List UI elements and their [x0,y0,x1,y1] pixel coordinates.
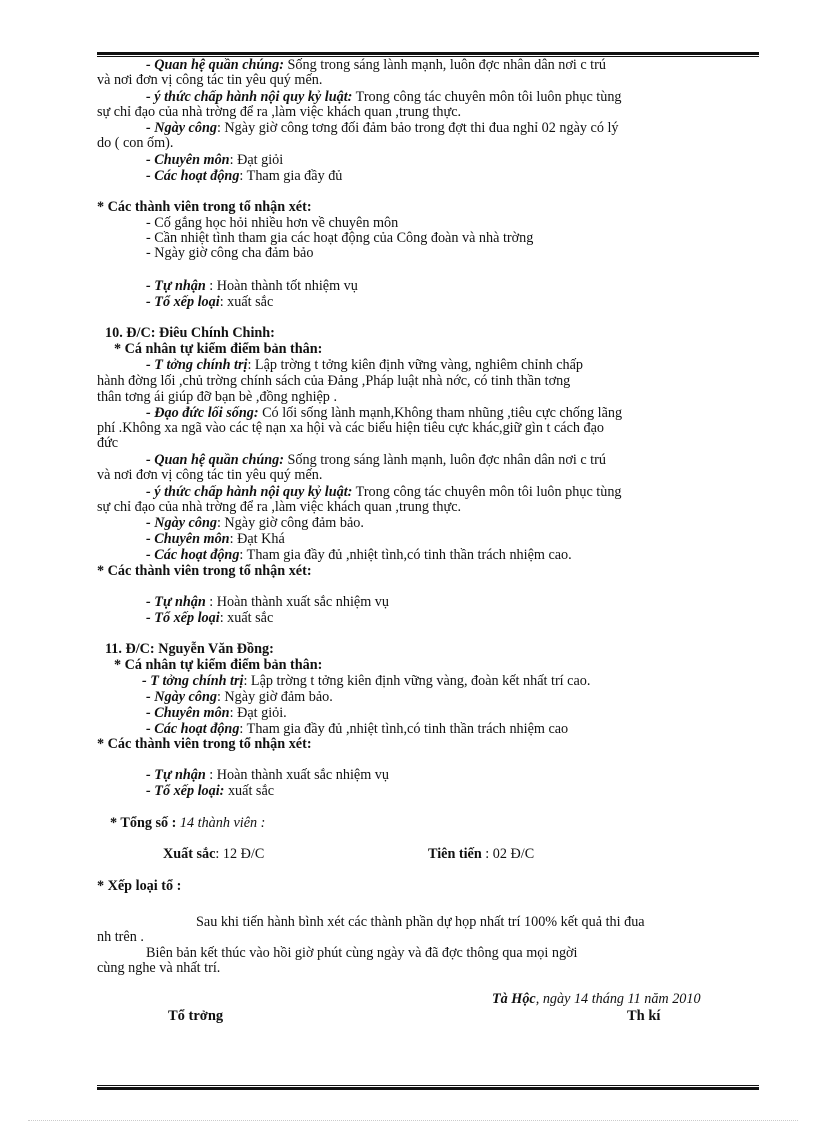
text-line [146,690,333,705]
text-line [146,231,533,246]
field-label: - Các hoạt động [146,547,240,563]
line-text: : 12 Đ/C [215,846,265,862]
text-line [146,784,274,799]
text-line [114,658,322,673]
text-line [146,295,273,310]
field-label: - Tổ xếp loại: [146,783,225,799]
line-text: 14 thành viên : [176,815,266,831]
field-label: - T tởng chính trị [146,357,248,373]
text-line [146,532,285,547]
text-line [97,105,461,120]
line-text: xuất sắc [224,783,275,799]
line-text: , ngày 14 tháng 11 năm 2010 [535,991,701,1007]
line-text: : Đạt giỏi. [229,705,287,721]
text-line [97,879,181,894]
field-label: * Các thành viên trong tổ nhận xét: [97,199,312,215]
text-line [146,216,398,231]
line-text: - Ngày giờ công cha đảm bảo [146,245,314,261]
line-text: đức [97,435,119,451]
line-text: sự chỉ đạo của nhà trờng để ra ,làm việc khách quan ,trung thực. [97,104,462,120]
field-label: - ý thức chấp hành nội quy kỷ luật: [146,89,353,105]
field-label: * Cá nhân tự kiểm điểm bản thân: [114,341,323,357]
text-line [146,946,578,961]
field-label: - Chuyên môn [146,705,230,721]
field-label: - T tởng chính trị [142,673,244,689]
line-text: - Cần nhiệt tình tham gia các hoạt động của Công đoàn và nhà trờng [146,230,534,246]
field-label: * Các thành viên trong tổ nhận xét: [97,563,312,579]
text-line [97,73,322,88]
text-line [97,390,337,405]
text-line [97,737,312,752]
text-line [146,169,342,184]
text-line [97,436,118,451]
field-label: - Ngày công [146,120,217,136]
line-text: sự chỉ đạo của nhà trờng để ra ,làm việc khách quan ,trung thực. [97,499,462,515]
text-line [146,548,572,563]
field-label: - Tự nhận [146,278,206,294]
field-label: - Tổ xếp loại [146,610,220,626]
line-text: do ( con ốm). [97,135,174,151]
text-line [146,246,313,261]
text-line [146,706,287,721]
field-label: - Đạo đức lối sống: [146,405,259,421]
line-text: : Tham gia đầy đủ ,nhiệt tình,có tinh thần trách nhiệm cao. [239,547,572,563]
text-line [146,453,606,468]
text-line [146,58,606,73]
line-text: : Đạt Khá [229,531,285,547]
page-edge-dots [28,1120,798,1121]
line-text: Sống trong sáng lành mạnh, luôn đợc nhân dân nơi c trú [283,57,606,73]
text-line [146,768,389,783]
line-text: : Ngày giờ công tơng đối đảm bảo trong đợt thi đua nghỉ 02 ngày có lý [216,120,619,136]
field-label: Tiên tiến [428,846,482,862]
field-label: - Tự nhận [146,767,206,783]
field-label: - Tự nhận [146,594,206,610]
line-text: thân tơng ái giúp đỡ bạn bè ,đồng nghiệp . [97,389,337,405]
line-text: Biên bản kết thúc vào hồi giờ phút cùng ngày và đã đợc thông qua mọi ngời [146,945,578,961]
field-label: - Chuyên môn [146,531,230,547]
field-label: - Quan hệ quần chúng: [146,57,284,73]
field-label: * Cá nhân tự kiểm điểm bản thân: [114,657,323,673]
line-text: và nơi đơn vị công tác tin yêu quý mến. [97,467,323,483]
line-text: : Tham gia đầy đủ ,nhiệt tình,có tinh thần trách nhiệm cao [239,721,569,737]
field-label: 10. Đ/C: Điêu Chính Chinh: [105,325,275,341]
line-text: : Ngày giờ đảm bảo. [216,689,333,705]
field-label: Tà Hộc [492,991,536,1007]
line-text: nh trên . [97,929,144,945]
text-line [163,847,264,862]
text-line [105,642,274,657]
text-line [492,992,701,1007]
line-text: : Đạt giỏi [229,152,284,168]
line-text: cùng nghe và nhất trí. [97,960,221,976]
line-text: Có lối sống lành mạnh,Không tham nhũng ,tiêu cực chống lãng [258,405,623,421]
field-label: - ý thức chấp hành nội quy kỷ luật: [146,484,353,500]
line-text: : xuất sắc [219,294,274,310]
line-text: Trong công tác chuyên môn tôi luôn phục tùng [352,484,622,500]
line-text: : xuất sắc [219,610,274,626]
text-line [146,722,568,737]
text-line [97,500,461,515]
text-line [146,121,619,136]
text-line [97,374,570,389]
text-line [146,611,273,626]
line-text: và nơi đơn vị công tác tin yêu quý mến. [97,72,323,88]
text-line [97,421,604,436]
signature-secretary: Th kí [627,1008,661,1024]
line-text: : Lập trờng t tởng kiên định vững vàng, nghiêm chỉnh chấp [247,357,583,373]
line-text: : Lập trờng t tởng kiên định vững vàng, đoàn kết nhất trí cao. [243,673,591,689]
line-text: Trong công tác chuyên môn tôi luôn phục tùng [352,89,622,105]
text-line [105,326,275,341]
text-line [97,136,173,151]
text-line [428,847,534,862]
line-text: hành đờng lối ,chủ trờng chính sách của Đảng ,Pháp luật nhà nớc, có tinh thần tơng [97,373,571,389]
field-label: * Xếp loại tổ : [97,878,182,894]
field-label: - Tổ xếp loại [146,294,220,310]
text-line [146,516,364,531]
signature-team-leader: Tổ trởng [168,1008,224,1024]
line-text: : Tham gia đầy đủ [239,168,343,184]
field-label: - Chuyên môn [146,152,230,168]
line-text: : Hoàn thành xuất sắc nhiệm vụ [205,594,389,610]
text-line [110,816,265,831]
text-line [97,930,144,945]
field-label: Xuất sắc [163,846,216,862]
field-label: - Ngày công [146,689,217,705]
line-text: : Hoàn thành tốt nhiệm vụ [205,278,358,294]
text-line [97,200,312,215]
text-line [142,674,590,689]
text-line [97,961,220,976]
text-line [146,153,283,168]
line-text: : Ngày giờ công đảm bảo. [216,515,364,531]
field-label: - Các hoạt động [146,168,240,184]
text-line [114,342,322,357]
bottom-double-rule [97,1085,759,1090]
field-label: - Ngày công [146,515,217,531]
line-text: Sống trong sáng lành mạnh, luôn đợc nhân dân nơi c trú [283,452,606,468]
text-line [97,564,312,579]
text-line [196,915,645,930]
field-label: * Các thành viên trong tổ nhận xét: [97,736,312,752]
text-line [146,595,389,610]
text-line [146,358,583,373]
field-label: - Quan hệ quần chúng: [146,452,284,468]
text-line [97,468,322,483]
line-text: - Cố gắng học hỏi nhiều hơn về chuyên môn [146,215,399,231]
text-line [146,279,358,294]
line-text: : Hoàn thành xuất sắc nhiệm vụ [205,767,389,783]
line-text: : 02 Đ/C [481,846,535,862]
text-line [146,485,622,500]
line-text: Sau khi tiến hành bình xét các thành phần dự họp nhất trí 100% kết quả thi đua [196,914,645,930]
text-line [146,90,622,105]
line-text: phí .Không xa ngã vào các tệ nạn xa hội và các biểu hiện tiêu cực khác,giữ gìn t cách đạo [97,420,605,436]
field-label: - Các hoạt động [146,721,240,737]
text-line [146,406,622,421]
field-label: * Tổng số : [110,815,177,831]
field-label: 11. Đ/C: Nguyễn Văn Đồng: [105,641,274,657]
